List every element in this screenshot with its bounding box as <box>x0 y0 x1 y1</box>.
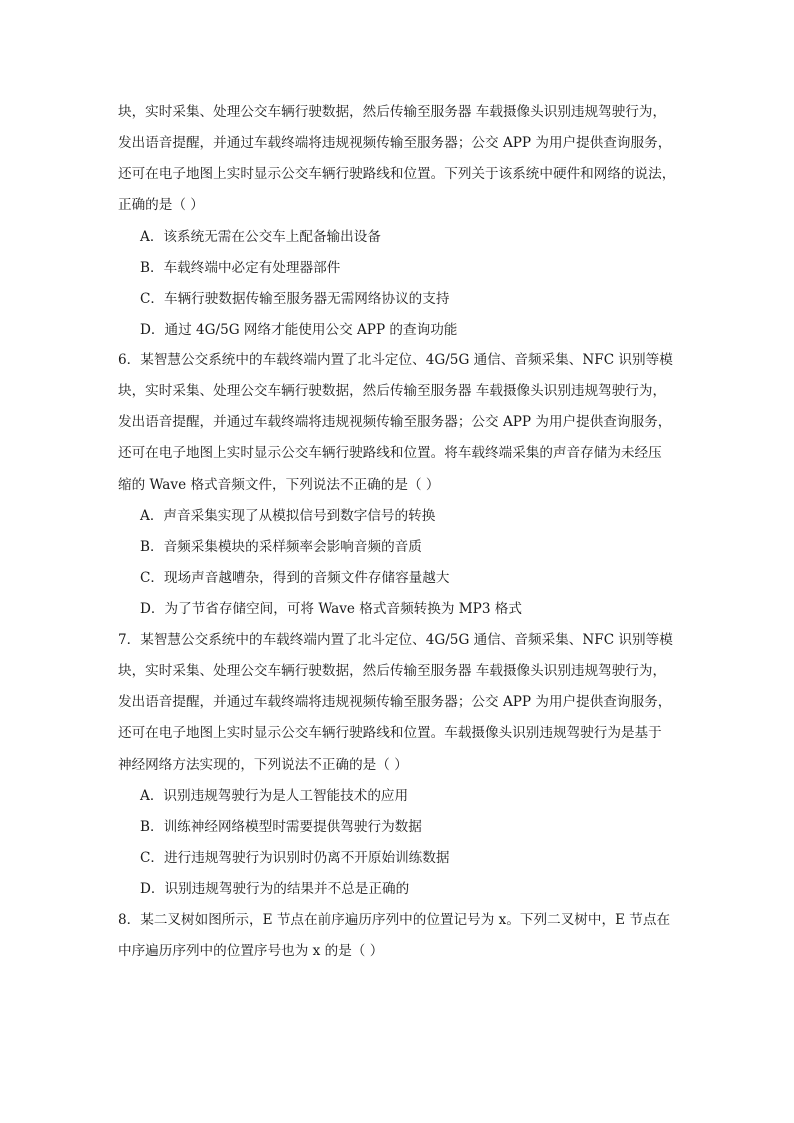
q7-stem-line-3: 发出语音提醒，并通过车载终端将违规视频传输至服务器；公交 APP 为用户提供查询服务， <box>118 694 672 710</box>
q8-stem-line-2: 中序遍历序列中的位置序号也为 x 的是（ ） <box>118 943 384 959</box>
q6-option-d: D．为了节省存储空间，可将 Wave 格式音频转换为 MP3 格式 <box>140 601 522 617</box>
q5-stem-line-2: 发出语音提醒，并通过车载终端将违规视频传输至服务器；公交 APP 为用户提供查询服务， <box>118 135 672 151</box>
q6-stem-line-1: 6．某智慧公交系统中的车载终端内置了北斗定位、4G/5G 通信、音频采集、NFC 识别等模 <box>118 352 673 368</box>
q7-stem-line-2: 块，实时采集、处理公交车辆行驶数据，然后传输至服务器 车载摄像头识别违规驾驶行为， <box>118 663 667 679</box>
q7-option-d: D．识别违规驾驶行为的结果并不总是正确的 <box>140 881 410 897</box>
q5-option-b: B．车载终端中必定有处理器部件 <box>140 260 341 276</box>
q6-stem-line-2: 块，实时采集、处理公交车辆行驶数据，然后传输至服务器 车载摄像头识别违规驾驶行为， <box>118 383 667 399</box>
q5-option-a: A．该系统无需在公交车上配备输出设备 <box>140 229 381 245</box>
q7-stem-line-5: 神经网络方法实现的，下列说法不正确的是（ ） <box>118 757 408 773</box>
q5-stem-line-3: 还可在电子地图上实时显示公交车辆行驶路线和位置。下列关于该系统中硬件和网络的说法， <box>118 166 676 182</box>
q7-stem-line-4: 还可在电子地图上实时显示公交车辆行驶路线和位置。车载摄像头识别违规驾驶行为是基于 <box>118 725 662 741</box>
q5-option-d: D．通过 4G/5G 网络才能使用公交 APP 的查询功能 <box>140 322 458 338</box>
q6-option-c: C．现场声音越嘈杂，得到的音频文件存储容量越大 <box>140 570 450 586</box>
q5-stem-line-1: 块，实时采集、处理公交车辆行驶数据，然后传输至服务器 车载摄像头识别违规驾驶行为， <box>118 104 667 120</box>
q6-stem-line-4: 还可在电子地图上实时显示公交车辆行驶路线和位置。将车载终端采集的声音存储为未经压 <box>118 445 662 461</box>
q6-stem-line-3: 发出语音提醒，并通过车载终端将违规视频传输至服务器；公交 APP 为用户提供查询服务， <box>118 414 672 430</box>
q6-stem-line-5: 缩的 Wave 格式音频文件，下列说法不正确的是（ ） <box>118 477 440 493</box>
q7-option-b: B．训练神经网络模型时需要提供驾驶行为数据 <box>140 819 422 835</box>
q6-option-b: B．音频采集模块的采样频率会影响音频的音质 <box>140 539 422 555</box>
q5-option-c: C．车辆行驶数据传输至服务器无需网络协议的支持 <box>140 291 450 307</box>
q5-stem-line-4: 正确的是（ ） <box>118 197 204 213</box>
q7-option-c: C．进行违规驾驶行为识别时仍离不开原始训练数据 <box>140 850 450 866</box>
q7-stem-line-1: 7．某智慧公交系统中的车载终端内置了北斗定位、4G/5G 通信、音频采集、NFC 识别等模 <box>118 632 673 648</box>
q6-option-a: A．声音采集实现了从模拟信号到数字信号的转换 <box>140 508 436 524</box>
q7-option-a: A．识别违规驾驶行为是人工智能技术的应用 <box>140 788 409 804</box>
q8-stem-line-1: 8．某二叉树如图所示，E 节点在前序遍历序列中的位置记号为 x。下列二叉树中，E 节点在 <box>118 912 671 928</box>
